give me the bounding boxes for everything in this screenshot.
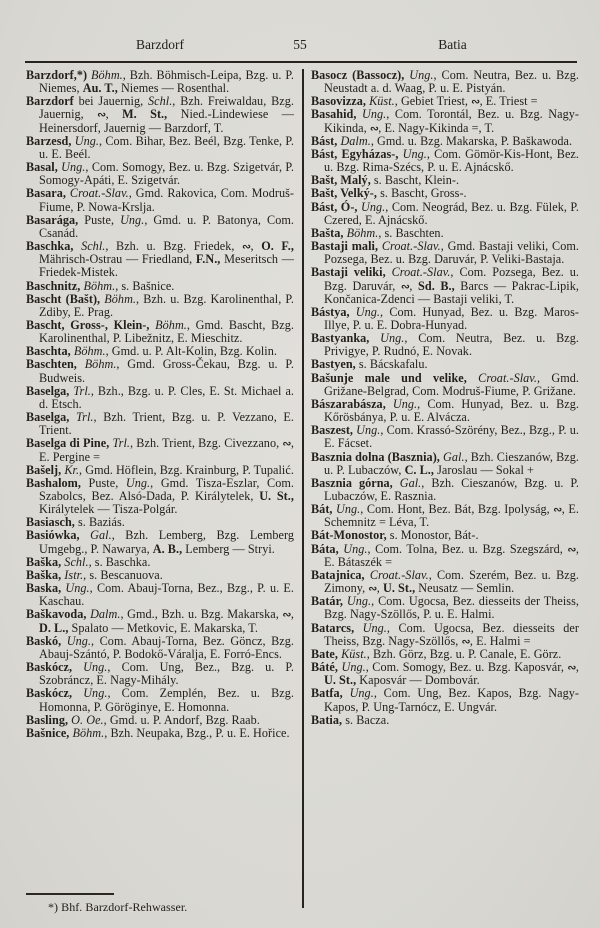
entry-headword: Bašt, Malý,	[311, 173, 371, 188]
entry-text: Ung.	[120, 212, 145, 227]
entry-headword: Baška,	[26, 567, 62, 582]
entry-text: , Bzh. Trient, Bzg. Civezzano,	[130, 436, 283, 451]
entry-text: ,	[409, 278, 419, 293]
entry-text: , Bzh. Freiwaldau, Bzg. Jauernig,	[39, 94, 294, 122]
entry-headword: Batia,	[311, 712, 343, 727]
entry-text: , E. Pergine =	[39, 436, 294, 464]
entry-headword: Baskócz,	[26, 660, 73, 675]
entry-headword: Batár,	[311, 594, 344, 609]
entry-text: Puste,	[78, 212, 121, 227]
left-column-entries	[26, 69, 294, 740]
gazetteer-entry	[26, 582, 294, 608]
two-column-body	[26, 69, 579, 928]
gazetteer-entry	[311, 569, 579, 595]
entry-text: Kaposvár — Dombovár.	[356, 673, 480, 688]
entry-text: Croat.-Slav.	[369, 567, 429, 582]
entry-text: Schl.	[148, 94, 173, 109]
entry-headword: Basara,	[26, 186, 66, 201]
post-horn-icon: ∾	[282, 437, 291, 451]
entry-headword: Bászarabásza,	[311, 396, 386, 411]
entry-text: Ung.	[125, 475, 151, 490]
entry-text: , Gmd., Bzh. u. Bzg. Makarska,	[120, 607, 283, 622]
entry-headword: U. St.,	[324, 673, 357, 688]
entry-text	[80, 528, 91, 542]
gazetteer-entry	[26, 240, 294, 279]
post-horn-icon: ∾	[282, 608, 291, 622]
entry-text: , Bzh. u. Bzg. Karolinenthal, P. Zdiby, E. Prag.	[39, 291, 294, 319]
entry-text: , Gmd. Rakovica, Com. Modruš-Fiume, P. Nowa-Krslja.	[39, 186, 294, 214]
entry-text	[354, 621, 363, 635]
entry-text: , Com. Ung, Bez. Kapos, Bzg. Nagy-Kapos, P. Ung-Tarnócz, E. Ungvár.	[324, 686, 579, 714]
entry-text: , Bzh. Böhmisch-Leipa, Bzg. u. P. Niemes,	[39, 68, 294, 96]
entry-headword: Bást, Egyházas-,	[311, 146, 399, 161]
entry-headword: Bastyanka,	[311, 331, 370, 346]
gazetteer-entry	[311, 503, 579, 529]
entry-text: s. Monostor, Bát-.	[386, 528, 479, 543]
entry-text: , Com. Bihar, Bez. Beél, Bzg. Tenke, P. u. E. Beél.	[39, 133, 294, 161]
entry-text: , Com. Krassó-Szörény, Bez., Bzg., P. u. E. Fácset.	[324, 423, 579, 451]
entry-headword: Barzesd,	[26, 133, 72, 148]
entry-headword: Au. T.,	[82, 81, 118, 96]
page-header	[0, 37, 600, 57]
gazetteer-entry	[311, 240, 579, 266]
entry-text: Gal.	[443, 449, 465, 464]
entry-text: , E. Triest =	[479, 94, 538, 109]
entry-text	[393, 476, 400, 490]
entry-text: , Bzh. Lemberg, Bzg. Lemberg Umgebg., P. Nawarya,	[39, 528, 294, 556]
entry-text: , E. Bátaszék =	[324, 541, 579, 569]
running-head-left: Barzdorf	[136, 37, 184, 52]
post-horn-icon: ∾	[461, 634, 470, 648]
gazetteer-entry	[26, 214, 294, 240]
entry-text: , s. Baschka.	[88, 554, 151, 569]
entry-headword: Basznia górna,	[311, 475, 393, 490]
entry-headword: F.N.,	[195, 252, 221, 267]
gazetteer-entry	[311, 69, 579, 95]
entry-headword: Báté,	[311, 660, 338, 675]
entry-text: Meseritsch — Friedek-Mistek.	[39, 252, 295, 280]
gazetteer-entry	[26, 358, 294, 384]
footnote-text: *) Bhf. Barzdorf-Rehwasser.	[48, 899, 188, 914]
entry-text: Küst.	[369, 94, 395, 109]
entry-text	[386, 397, 393, 411]
footnote-block	[26, 893, 294, 928]
entry-text: , Gmd. u. Bzg. Makarska, P. Baškawoda.	[370, 133, 573, 148]
entry-text: , Com. Abauj-Torna, Bez. Göncz, Bzg. Abauj-Szántó, P. Bodokő-Váralja, E. Forró-Encs.	[39, 633, 294, 661]
gazetteer-entry	[311, 148, 579, 174]
entry-headword: Bástya,	[311, 304, 350, 319]
entry-text: , Gmd. u. P. Andorf, Bzg. Raab.	[103, 712, 260, 727]
gazetteer-entry	[26, 727, 294, 740]
entry-text: , Bzh., Bzg. u. P. Cles, E. St. Michael a. d. Etsch.	[39, 383, 294, 411]
post-horn-icon: ∾	[471, 95, 480, 109]
gazetteer-entry	[26, 161, 294, 187]
entry-text: Trl.	[76, 410, 94, 425]
entry-headword: Bascht (Bašt),	[26, 291, 101, 306]
gazetteer-entry	[311, 595, 579, 621]
entry-headword: Bát,	[311, 502, 333, 517]
entry-headword: U. St.,	[259, 489, 294, 503]
entry-text: O. Oe.	[71, 712, 104, 727]
entry-headword: Baselga di Pine,	[26, 436, 110, 451]
gazetteer-entry	[26, 687, 294, 713]
entry-text	[72, 660, 83, 674]
entry-text: Gal.	[399, 475, 422, 490]
entry-text: Ung.	[83, 686, 108, 701]
gazetteer-entry	[26, 477, 294, 516]
page-number: 55	[293, 37, 307, 52]
entry-text: , Com. Hunyad, Bez. u. Bzg. Maros-Illye, P. u. E. Dobra-Hunyad.	[324, 304, 579, 332]
right-column-entries	[311, 69, 579, 727]
entry-headword: Baskócz,	[26, 686, 73, 701]
footnote-separator	[26, 893, 114, 895]
entry-headword: Bát-Monostor,	[311, 528, 387, 543]
entry-text: Böhm.	[91, 68, 123, 82]
entry-text: , Com. Torontál, Bez. u. Bzg. Nagy-Kikinda,	[324, 107, 579, 135]
entry-text: Schl.	[64, 554, 89, 569]
entry-headword: Barzdorf	[26, 94, 74, 109]
entry-text: Királytelek — Tisza-Polgár.	[39, 502, 178, 517]
post-horn-icon: ∾	[400, 279, 410, 293]
entry-text: Mährisch-Ostrau — Friedland,	[39, 252, 196, 267]
entry-text: Croat.-Slav.	[478, 370, 537, 385]
running-head-right: Batia	[438, 37, 467, 52]
column-divider-rule	[302, 69, 304, 908]
entry-text: Trl.	[73, 383, 91, 398]
entry-text: Nied.-Lindewiese — Heinersdorf, Jauernig — Barzdorf, T.	[39, 107, 294, 135]
gazetteer-entry	[311, 477, 579, 503]
entry-text: , Bzh. Trient, Bzg. u. P. Vezzano, E. Trient.	[39, 410, 294, 438]
entry-text: Dalm.	[340, 133, 371, 148]
entry-headword: Baschten,	[26, 357, 77, 372]
gazetteer-entry	[311, 714, 579, 727]
entry-text: Küst.	[341, 646, 367, 661]
entry-headword: Basahid,	[311, 107, 357, 122]
entry-headword: C. L.,	[404, 462, 434, 477]
entry-headword: Basocz (Bassocz),	[311, 68, 405, 82]
entry-text: Ung.	[392, 396, 418, 411]
entry-text: Böhm.	[346, 225, 379, 240]
entry-text: Kr.	[64, 462, 80, 477]
entry-text: Croat.-Slav.	[391, 265, 451, 280]
entry-text: Schl.	[81, 239, 106, 254]
entry-text: Barcs — Pakrac-Lipik, Končanica-Zdenci — Bastaji veliki, T.	[324, 278, 579, 306]
entry-headword: Batfa,	[311, 686, 343, 701]
entry-headword: A. B.,	[152, 541, 183, 556]
entry-text: Ung.	[66, 633, 91, 648]
entry-text: , Gmd. u. P. Alt-Kolin, Bzg. Kolin.	[105, 344, 277, 359]
gazetteer-entry	[26, 608, 294, 634]
entry-text: , Com. Ugocsa, Bez. diesseits der Theiss, Bzg. Nagy-Szöllős,	[324, 620, 579, 648]
entry-text	[72, 686, 83, 700]
entry-text: Ung.	[336, 502, 361, 517]
entry-text: , Com. Tolna, Bez. u. Bzg. Szegszárd,	[367, 541, 568, 556]
entry-text: ,	[105, 107, 123, 122]
post-horn-icon: ∾	[97, 108, 106, 122]
entry-text	[369, 331, 380, 345]
entry-headword: Barzdorf,*)	[26, 68, 88, 82]
entry-headword: Baszest,	[311, 423, 354, 438]
entry-headword: Bašelj,	[26, 462, 62, 477]
entry-text: Ung.	[402, 146, 427, 161]
entry-text: , Gmd. u. P. Batonya, Com. Csanád.	[39, 212, 294, 240]
entry-headword: Basovizza,	[311, 94, 366, 109]
gazetteer-entry	[26, 411, 294, 437]
entry-text: , s. Bašnice.	[115, 278, 175, 293]
entry-headword: Basarága,	[26, 212, 79, 227]
gazetteer-entry	[26, 529, 294, 555]
entry-text: , Com. Neográd, Bez. u. Bzg. Fülek, P. Czered, E. Ajnácskő.	[324, 199, 579, 227]
entry-headword: Baska,	[26, 581, 62, 596]
entry-text: , Gebiet Triest,	[394, 94, 472, 109]
entry-text: Ung.	[362, 107, 387, 122]
entry-text: , Com. Ugocsa, Bez. diesseits der Theiss, Bzg. Nagy-Szöllős, P. u. E. Halmi.	[324, 594, 579, 622]
entry-text: Istr.	[64, 567, 84, 582]
gazetteer-entry	[311, 398, 579, 424]
entry-text: , Bzh. u. Bzg. Friedek,	[105, 239, 243, 254]
entry-text: , Bzh. Neupaka, Bzg., P. u. E. Hořice.	[104, 725, 290, 740]
entry-text: , Gmd. Höflein, Bzg. Krainburg, P. Tupalić.	[79, 462, 294, 477]
entry-text: , Com. Somogy, Bez. u. Bzg. Szigetvár, P. Somogy-Apáti, E. Szigetvár.	[39, 160, 294, 188]
entry-headword: Batarcs,	[311, 620, 355, 635]
entry-text: Ung.	[83, 660, 108, 675]
gazetteer-entry	[26, 661, 294, 687]
entry-text: Spalato — Metkovic, E. Makarska, T.	[68, 620, 258, 635]
entry-headword: Bašta,	[311, 225, 344, 240]
entry-text: Puste,	[80, 475, 126, 490]
gazetteer-entry	[26, 187, 294, 213]
entry-headword: Baschnitz,	[26, 278, 81, 293]
entry-text: Ung.	[341, 660, 366, 675]
entry-text: , E. Nagy-Kikinda =, T.	[378, 120, 495, 135]
gazetteer-entry	[311, 266, 579, 305]
left-column	[26, 69, 297, 928]
gazetteer-entry	[26, 437, 294, 463]
entry-headword: Báta,	[311, 541, 339, 556]
entry-headword: Bascht, Gross-, Klein-,	[26, 317, 150, 332]
entry-headword: Bást,	[311, 133, 338, 148]
gazetteer-entry	[311, 306, 579, 332]
entry-text: Ung.	[346, 594, 372, 609]
gazetteer-entry	[311, 543, 579, 569]
gazetteer-entry	[26, 135, 294, 161]
entry-text: Ung.	[362, 620, 387, 635]
entry-text: , Com. Hunyad, Bez. u. Bzg. Kőrösbánya, P. u. E. Alvácza.	[324, 396, 579, 425]
entry-text	[343, 686, 350, 700]
entry-text: Jaroslau — Sokal +	[434, 462, 534, 477]
entry-text: , Com. Hont, Bez. Bát, Bzg. Ipolyság,	[360, 502, 554, 517]
entry-text: , Com. Somogy, Bez. u. Bzg. Kaposvár,	[365, 660, 568, 675]
entry-text: Ung.	[349, 686, 374, 701]
entry-text: ,	[290, 607, 294, 622]
entry-text: Neusatz — Semlin.	[415, 581, 515, 596]
gazetteer-entry	[311, 108, 579, 134]
entry-text: Böhm.	[104, 291, 137, 306]
post-horn-icon: ∾	[368, 582, 377, 596]
entry-text: Niemes — Rosenthal.	[117, 81, 230, 96]
entry-headword: Basznia dolna (Basznia),	[311, 449, 440, 464]
entry-text: Ung.	[61, 160, 86, 175]
entry-text: , s. Bescanuova.	[83, 567, 163, 582]
entry-headword: M. St.,	[122, 107, 168, 122]
entry-text	[467, 371, 478, 385]
gazetteer-entry	[311, 687, 579, 713]
entry-headword: Baselga,	[26, 410, 70, 425]
entry-headword: Bashalom,	[26, 475, 81, 490]
entry-text: ,	[575, 660, 579, 675]
gazetteer-entry	[311, 372, 579, 398]
entry-text: , Com. Gömör-Kis-Hont, Bez. u. Bzg. Rima-Szécs, P. u. E. Ajnácskő.	[324, 146, 579, 175]
entry-text: s. Bácskafalu.	[355, 357, 428, 372]
post-horn-icon: ∾	[567, 661, 576, 675]
entry-text: s. Bascht, Gross-.	[377, 186, 467, 201]
entry-headword: Bašt, Velký-,	[311, 186, 378, 201]
entry-headword: U. St.,	[382, 581, 416, 596]
gazetteer-entry	[311, 622, 579, 648]
entry-headword: Baschka,	[26, 239, 74, 254]
gazetteer-entry	[311, 201, 579, 227]
entry-text: , Com. Pozsega, Bez. u. Bzg. Daruvár,	[324, 265, 579, 293]
entry-headword: Baškavoda,	[26, 607, 87, 622]
entry-text: Ung.	[343, 541, 368, 556]
entry-headword: Bastaji mali,	[311, 239, 379, 254]
gazetteer-entry	[311, 424, 579, 450]
entry-text: Ung.	[65, 581, 90, 596]
entry-text: Ung.	[356, 423, 381, 438]
entry-text: , Gmd. Grižane-Belgrad, Com. Modruš-Fiume, P. Grižane.	[324, 370, 579, 398]
post-horn-icon: ∾	[567, 542, 576, 556]
gazetteer-entry	[26, 319, 294, 345]
gazetteer-entry	[311, 661, 579, 687]
entry-text: , E. Halmi =	[469, 633, 531, 648]
entry-text: Böhm.	[83, 278, 116, 293]
entry-text: ,	[376, 581, 383, 596]
entry-text: Lemberg — Stryi.	[182, 541, 275, 556]
entry-text: , Com. Szerém, Bez. u. Bzg. Zimony,	[324, 567, 579, 596]
entry-headword: Basiasch,	[26, 515, 75, 530]
entry-text: , Gmd. Bascht, Bzg. Karolinenthal, P. Libežnitz, E. Mieschitz.	[39, 317, 294, 346]
entry-text: Böhm.	[73, 344, 106, 359]
entry-text: s. Bacza.	[342, 712, 390, 727]
right-column	[309, 69, 579, 928]
entry-text: Croat.-Slav.	[69, 186, 129, 201]
entry-text: Trl.	[112, 436, 130, 451]
entry-headword: Bašnice,	[26, 725, 70, 740]
entry-headword: D. L.,	[39, 620, 69, 635]
entry-text: Ung.	[409, 68, 434, 82]
gazetteer-entry	[26, 385, 294, 411]
entry-text: Böhm.	[84, 357, 117, 372]
entry-text: Dalm.	[90, 607, 121, 622]
entry-text: Ung.	[355, 304, 381, 319]
entry-text: , E. Schemnitz = Léva, T.	[324, 502, 579, 530]
entry-headword: Basling,	[26, 712, 69, 727]
entry-text: , Gmd. Bastaji veliki, Com. Pozsega, Bez. u. Bzg. Daruvár, P. Veliki-Bastaja.	[324, 239, 579, 267]
entry-headword: Baška,	[26, 554, 62, 569]
post-horn-icon: ∾	[553, 503, 562, 517]
entry-headword: Bate,	[311, 646, 338, 661]
entry-headword: Sd. B.,	[418, 278, 455, 293]
entry-headword: O. F.,	[261, 239, 294, 254]
entry-text	[77, 357, 85, 371]
entry-headword: Bašunje male und velike,	[311, 370, 467, 385]
entry-text: Croat.-Slav.	[381, 239, 441, 254]
entry-text: Ung.	[361, 199, 386, 214]
entry-text: , Bzh. Cieszanów, Bzg. u. P. Lubaczów,	[324, 449, 579, 477]
entry-text: Ung.	[74, 133, 99, 148]
entry-text	[73, 239, 81, 253]
gazetteer-entry	[311, 332, 579, 358]
entry-headword: Bastyen,	[311, 357, 356, 372]
post-horn-icon: ∾	[242, 240, 251, 254]
entry-headword: Baselga,	[26, 383, 70, 398]
gazetteer-entry	[26, 635, 294, 661]
entry-text: Ung.	[380, 331, 405, 346]
gazetteer-entry	[26, 69, 294, 95]
entry-headword: Baschta,	[26, 344, 71, 359]
entry-text: Böhm.	[72, 725, 105, 740]
entry-text: Böhm.	[155, 317, 187, 332]
entry-text: s. Baziás.	[74, 515, 125, 530]
entry-text: , Com. Neutra, Bez. u. Bzg. Privigye, P. Rudnó, E. Novak.	[324, 331, 579, 359]
entry-text: , Bzh. Görz, Bzg. u. P. Canale, E. Görz.	[366, 646, 562, 661]
gazetteer-entry	[26, 293, 294, 319]
entry-headword: Basal,	[26, 160, 58, 175]
entry-text: s. Bascht, Klein-.	[370, 173, 460, 188]
entry-headword: Baskó,	[26, 633, 62, 648]
post-horn-icon: ∾	[369, 121, 379, 135]
entry-text: , Gmd. Gross-Čekau, Bzg. u. P. Budweis.	[39, 357, 294, 385]
entry-text: , Com. Abauj-Torna, Bez., Bzg., P. u. E. Kaschau.	[39, 581, 294, 609]
header-rule	[25, 61, 577, 63]
entry-headword: Bastaji veliki,	[311, 265, 386, 280]
entry-text: , Com. Zemplén, Bez. u. Bzg. Homonna, P. Göröginye, E. Homonna.	[39, 686, 294, 714]
gazetteer-entry	[311, 451, 579, 477]
entry-text: , Com. Ung, Bez., Bzg. u. P. Szobráncz, E. Nagy-Mihály.	[39, 660, 294, 688]
entry-text: Gal.	[90, 528, 112, 543]
entry-headword: Basiówka,	[26, 528, 80, 543]
entry-headword: Batajnica,	[311, 567, 365, 582]
entry-text: , Com. Neutra, Bez. u. Bzg. Neustadt a. d. Waag, P. u. E. Pistyán.	[324, 68, 579, 96]
entry-text: ,	[250, 239, 262, 254]
entry-text: , s. Baschten.	[378, 225, 444, 240]
entry-text: bei Jauernig,	[73, 94, 149, 109]
entry-text: , Gmd. Tisza-Eszlar, Com. Szabolcs, Bez. Alsó-Dada, P. Királytelek,	[39, 475, 295, 503]
entry-headword: Bást, Ó-,	[311, 199, 358, 214]
gazetteer-entry	[26, 95, 294, 134]
entry-text: , Bzh. Cieszanów, Bzg. u. P. Lubaczów, E. Rasznia.	[324, 475, 579, 503]
